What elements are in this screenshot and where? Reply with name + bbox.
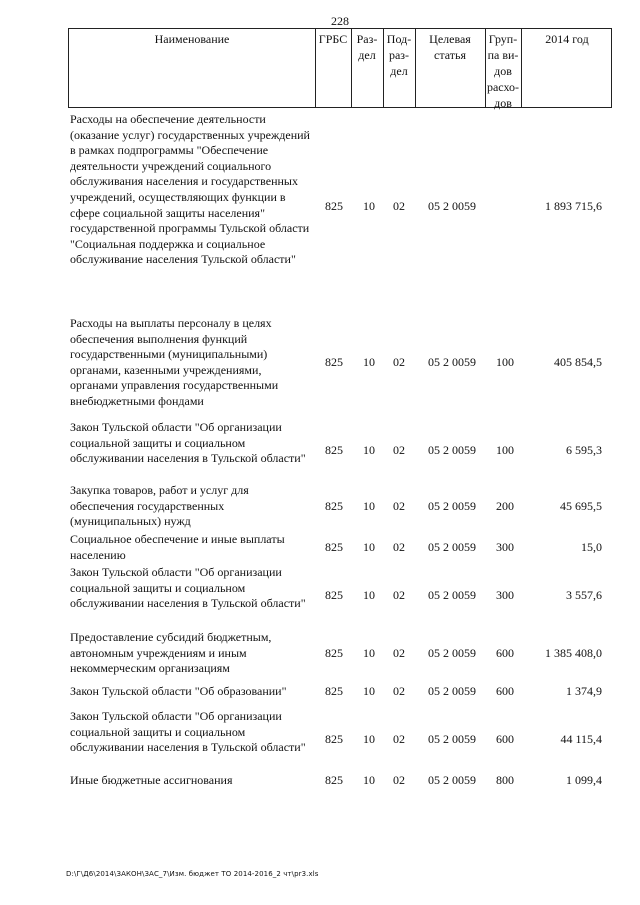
row-podrazdel: 02 xyxy=(393,443,405,457)
row-grbs: 825 xyxy=(325,646,343,660)
header-razdel xyxy=(351,29,383,107)
page-number: 228 xyxy=(331,14,349,28)
row-podrazdel: 02 xyxy=(393,732,405,746)
row-razdel: 10 xyxy=(363,199,375,213)
row-podrazdel: 02 xyxy=(393,646,405,660)
header-gruppa-line: дов xyxy=(494,64,512,78)
header-year xyxy=(521,29,613,107)
row-grbs: 825 xyxy=(325,443,343,457)
row-sum: 15,0 xyxy=(581,540,602,554)
row-grbs: 825 xyxy=(325,773,343,787)
header-celevaya xyxy=(415,29,485,107)
row-grbs: 825 xyxy=(325,540,343,554)
row-celevaya: 05 2 0059 xyxy=(428,773,476,787)
row-celevaya: 05 2 0059 xyxy=(428,355,476,369)
row-razdel: 10 xyxy=(363,773,375,787)
row-sum: 3 557,6 xyxy=(566,588,602,602)
row-name: Закон Тульской области "Об образовании" xyxy=(70,684,287,698)
header-gruppa xyxy=(485,29,521,110)
row-razdel: 10 xyxy=(363,540,375,554)
row-name: Социальное обеспечение и иные выплаты населению xyxy=(70,532,285,562)
row-podrazdel: 02 xyxy=(393,355,405,369)
row-grbs: 825 xyxy=(325,684,343,698)
header-razdel-line: дел xyxy=(358,48,376,62)
row-sum: 1 374,9 xyxy=(566,684,602,698)
row-gruppa: 600 xyxy=(496,646,514,660)
row-podrazdel: 02 xyxy=(393,588,405,602)
table-header xyxy=(68,28,612,108)
row-razdel: 10 xyxy=(363,355,375,369)
header-gruppa-line: дов xyxy=(494,96,512,110)
row-celevaya: 05 2 0059 xyxy=(428,540,476,554)
header-celevaya-line: статья xyxy=(434,48,466,62)
row-gruppa: 300 xyxy=(496,540,514,554)
row-razdel: 10 xyxy=(363,443,375,457)
header-gruppa-line: па ви- xyxy=(487,48,519,62)
header-gruppa-line: расхо- xyxy=(486,80,520,94)
row-grbs: 825 xyxy=(325,588,343,602)
row-sum: 1 099,4 xyxy=(566,773,602,787)
row-podrazdel: 02 xyxy=(393,684,405,698)
row-podrazdel: 02 xyxy=(393,540,405,554)
row-name: Предоставление субсидий бюджетным, автономным учреждениям и иным некоммерческим организациям xyxy=(70,630,272,676)
row-name: Закон Тульской области "Об организации социальной защиты и социальном обслуживании населения в Тульской области" xyxy=(70,709,306,755)
row-name: Закон Тульской области "Об организации социальной защиты и социальном обслуживании населения в Тульской области" xyxy=(70,565,306,611)
row-podrazdel: 02 xyxy=(393,499,405,513)
row-sum: 1 893 715,6 xyxy=(545,199,602,213)
row-razdel: 10 xyxy=(363,588,375,602)
header-name xyxy=(69,29,315,107)
row-celevaya: 05 2 0059 xyxy=(428,684,476,698)
header-podrazdel-line: дел xyxy=(390,64,408,78)
header-year-label: 2014 год xyxy=(545,32,589,46)
row-celevaya: 05 2 0059 xyxy=(428,443,476,457)
row-grbs: 825 xyxy=(325,355,343,369)
row-name: Иные бюджетные ассигнования xyxy=(70,773,233,787)
header-podrazdel-line: раз- xyxy=(388,48,410,62)
header-gruppa-line: Груп- xyxy=(488,32,518,46)
row-gruppa: 600 xyxy=(496,732,514,746)
header-celevaya-line: Целевая xyxy=(429,32,471,46)
header-grbs-label: ГРБС xyxy=(318,32,348,46)
row-name: Закон Тульской области "Об организации социальной защиты и социальном обслуживании населения в Тульской области" xyxy=(70,420,306,466)
row-celevaya: 05 2 0059 xyxy=(428,199,476,213)
row-celevaya: 05 2 0059 xyxy=(428,732,476,746)
row-grbs: 825 xyxy=(325,499,343,513)
row-gruppa: 600 xyxy=(496,684,514,698)
row-gruppa: 100 xyxy=(496,443,514,457)
row-celevaya: 05 2 0059 xyxy=(428,499,476,513)
row-sum: 1 385 408,0 xyxy=(545,646,602,660)
header-razdel-line: Раз- xyxy=(356,32,378,46)
row-sum: 405 854,5 xyxy=(554,355,602,369)
row-name: Закупка товаров, работ и услуг для обеспечения государственных (муниципальных) нужд xyxy=(70,483,249,529)
row-razdel: 10 xyxy=(363,499,375,513)
row-podrazdel: 02 xyxy=(393,773,405,787)
row-gruppa: 100 xyxy=(496,355,514,369)
row-razdel: 10 xyxy=(363,732,375,746)
row-sum: 45 695,5 xyxy=(560,499,602,513)
row-sum: 44 115,4 xyxy=(560,732,602,746)
row-razdel: 10 xyxy=(363,646,375,660)
row-sum: 6 595,3 xyxy=(566,443,602,457)
row-grbs: 825 xyxy=(325,199,343,213)
row-name: Расходы на обеспечение деятельности (оказание услуг) государственных учреждений в рамках подпрограммы "Обеспечение деятельности учреждений социального обслуживания населения и государственных учреждений, осуществляющих функции в сфере социальной защиты населения" государственной программы Тульской области "Социальная поддержка и социальное обслуживание населения Тульской области" xyxy=(70,112,310,267)
row-celevaya: 05 2 0059 xyxy=(428,646,476,660)
row-gruppa: 800 xyxy=(496,773,514,787)
header-grbs xyxy=(315,29,351,107)
row-gruppa: 300 xyxy=(496,588,514,602)
footer-file-path: D:\Г\Д6\2014\ЗАКОН\ЗАС_7\Изм. бюджет ТО 2014-2016_2 чт\pr3.xls xyxy=(66,870,319,878)
header-podrazdel xyxy=(383,29,415,107)
header-podrazdel-line: Под- xyxy=(386,32,412,46)
row-podrazdel: 02 xyxy=(393,199,405,213)
row-razdel: 10 xyxy=(363,684,375,698)
row-grbs: 825 xyxy=(325,732,343,746)
row-gruppa: 200 xyxy=(496,499,514,513)
row-name: Расходы на выплаты персоналу в целях обеспечения выполнения функций государственными (муниципальными) органами, казенными учреждениями, органами управления государственными внебюджетными фондами xyxy=(70,316,279,408)
header-name-label: Наименование xyxy=(154,32,230,46)
row-celevaya: 05 2 0059 xyxy=(428,588,476,602)
